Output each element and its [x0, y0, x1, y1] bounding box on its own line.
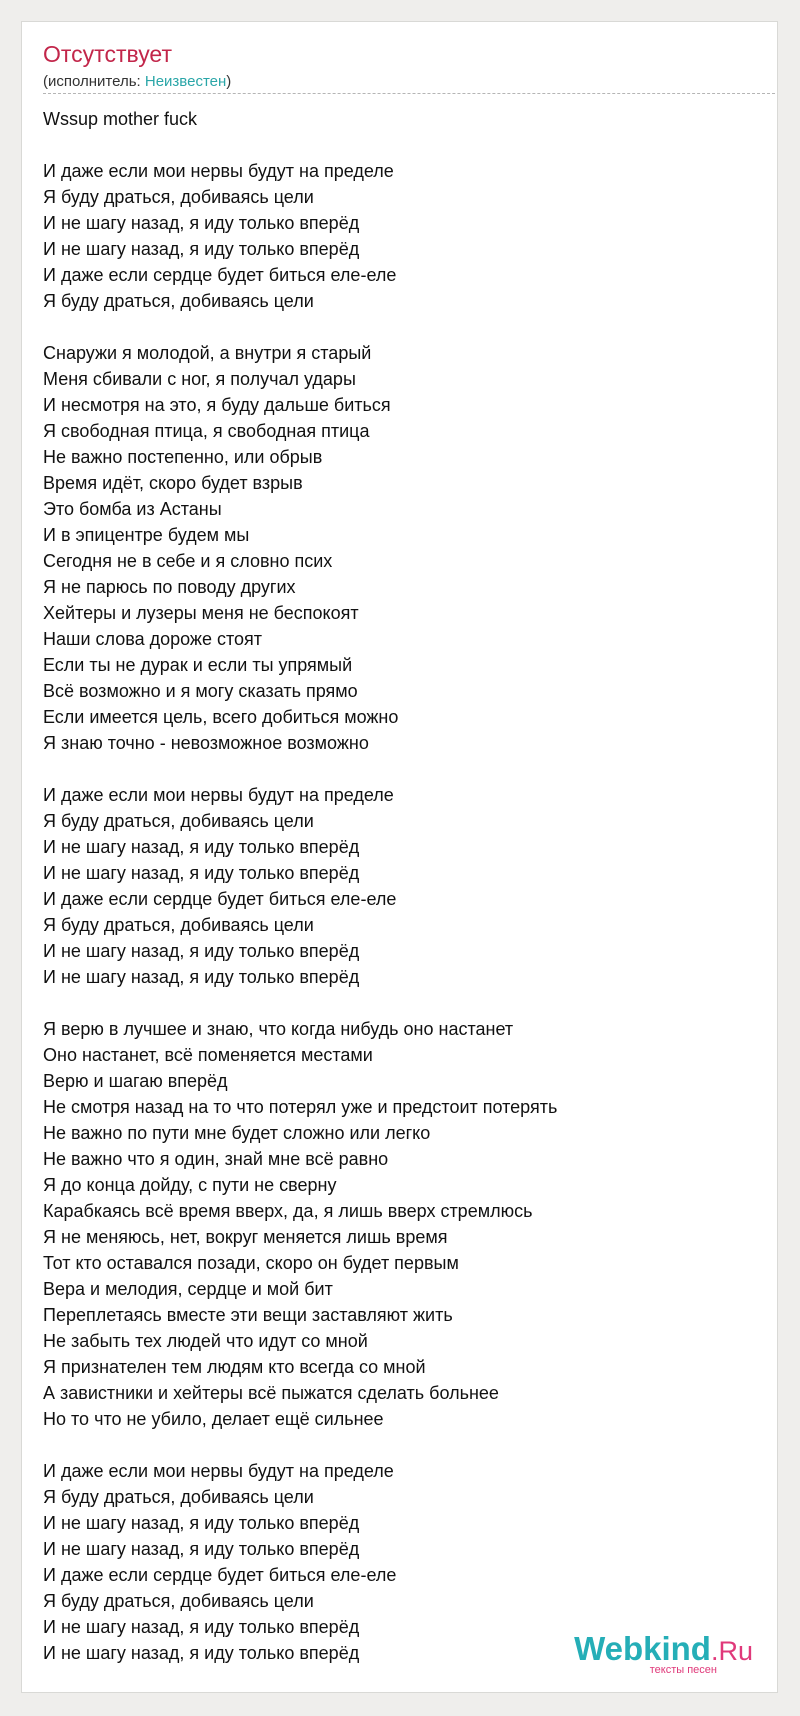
- lyric-line: Я верю в лучшее и знаю, что когда нибудь оно настанет: [43, 1019, 514, 1039]
- stanza-gap: [43, 756, 763, 782]
- stanza-gap: [43, 314, 763, 340]
- lyric-line: Я буду драться, добиваясь цели: [43, 1487, 314, 1507]
- lyric-line: Хейтеры и лузеры меня не беспокоят: [43, 603, 359, 623]
- stanza-gap: [43, 1432, 763, 1458]
- lyric-line: Тот кто оставался позади, скоро он будет первым: [43, 1253, 459, 1273]
- song-title: Отсутствует: [43, 41, 172, 67]
- header-divider: [43, 93, 778, 94]
- site-logo[interactable]: [574, 1630, 753, 1676]
- lyric-line: Не важно постепенно, или обрыв: [43, 447, 323, 467]
- lyric-line: И не шагу назад, я иду только вперёд: [43, 239, 360, 259]
- lyric-line: Я до конца дойду, с пути не сверну: [43, 1175, 337, 1195]
- lyric-line: И не шагу назад, я иду только вперёд: [43, 1513, 360, 1533]
- lyric-line: Не смотря назад на то что потерял уже и предстоит потерять: [43, 1097, 558, 1117]
- lyric-line: Наши слова дороже стоят: [43, 629, 263, 649]
- lyric-line: Время идёт, скоро будет взрыв: [43, 473, 303, 493]
- byline-prefix: (исполнитель:: [43, 73, 145, 90]
- song-byline: [43, 74, 231, 89]
- lyric-line: Снаружи я молодой, а внутри я старый: [43, 343, 372, 363]
- lyric-line: И даже если сердце будет биться еле-еле: [43, 1565, 397, 1585]
- lyric-line: И даже если мои нервы будут на пределе: [43, 1461, 394, 1481]
- lyric-line: Оно настанет, всё поменяется местами: [43, 1045, 373, 1065]
- lyric-line: И даже если сердце будет биться еле-еле: [43, 889, 397, 909]
- lyric-line: Я не меняюсь, нет, вокруг меняется лишь время: [43, 1227, 448, 1247]
- logo-tagline: тексты песен: [649, 1664, 717, 1676]
- lyric-line: И даже если мои нервы будут на пределе: [43, 785, 394, 805]
- lyric-line: Меня сбивали с ног, я получал удары: [43, 369, 356, 389]
- lyric-line: Wssup mother fuck: [43, 109, 198, 129]
- lyric-line: И не шагу назад, я иду только вперёд: [43, 1539, 360, 1559]
- lyric-line: Я буду драться, добиваясь цели: [43, 291, 314, 311]
- lyrics-card: [21, 21, 778, 1693]
- lyric-line: Если имеется цель, всего добиться можно: [43, 707, 399, 727]
- lyric-line: Сегодня не в себе и я словно псих: [43, 551, 333, 571]
- lyric-line: Всё возможно и я могу сказать прямо: [43, 681, 358, 701]
- logo-name: Webkind: [574, 1630, 711, 1667]
- lyric-line: И не шагу назад, я иду только вперёд: [43, 967, 360, 987]
- lyric-line: Не важно что я один, знай мне всё равно: [43, 1149, 389, 1169]
- lyric-line: Если ты не дурак и если ты упрямый: [43, 655, 353, 675]
- lyric-line: Я свободная птица, я свободная птица: [43, 421, 370, 441]
- lyric-line: Верю и шагаю вперёд: [43, 1071, 228, 1091]
- lyric-line: Я не парюсь по поводу других: [43, 577, 296, 597]
- lyric-line: Это бомба из Астаны: [43, 499, 222, 519]
- logo-tld: .Ru: [710, 1636, 753, 1666]
- lyric-line: Переплетаясь вместе эти вещи заставляют жить: [43, 1305, 453, 1325]
- lyric-line: Я буду драться, добиваясь цели: [43, 915, 314, 935]
- lyric-line: И не шагу назад, я иду только вперёд: [43, 863, 360, 883]
- lyric-line: И не шагу назад, я иду только вперёд: [43, 1617, 360, 1637]
- stanza-gap: [43, 132, 763, 158]
- byline-suffix: ): [226, 73, 232, 90]
- logo-wordmark: [574, 1630, 753, 1667]
- lyric-line: Я буду драться, добиваясь цели: [43, 1591, 314, 1611]
- lyric-line: И не шагу назад, я иду только вперёд: [43, 837, 360, 857]
- lyrics-body: [43, 106, 763, 1666]
- stanza-gap: [43, 990, 763, 1016]
- lyric-line: И не шагу назад, я иду только вперёд: [43, 213, 360, 233]
- lyric-line: А завистники и хейтеры всё пыжатся сделать больнее: [43, 1383, 499, 1403]
- lyric-line: И не шагу назад, я иду только вперёд: [43, 1643, 360, 1663]
- lyric-line: Карабкаясь всё время вверх, да, я лишь вверх стремлюсь: [43, 1201, 533, 1221]
- lyric-line: И не шагу назад, я иду только вперёд: [43, 941, 360, 961]
- lyric-line: И даже если сердце будет биться еле-еле: [43, 265, 397, 285]
- artist-link[interactable]: Неизвестен: [144, 73, 227, 90]
- lyric-line: И даже если мои нервы будут на пределе: [43, 161, 394, 181]
- lyric-line: Но то что не убило, делает ещё сильнее: [43, 1409, 384, 1429]
- lyric-line: Не забыть тех людей что идут со мной: [43, 1331, 368, 1351]
- lyric-line: Я признателен тем людям кто всегда со мной: [43, 1357, 426, 1377]
- lyric-line: И несмотря на это, я буду дальше биться: [43, 395, 391, 415]
- lyric-line: Я буду драться, добиваясь цели: [43, 187, 314, 207]
- lyric-line: Не важно по пути мне будет сложно или легко: [43, 1123, 431, 1143]
- lyric-line: Я буду драться, добиваясь цели: [43, 811, 314, 831]
- lyric-line: Вера и мелодия, сердце и мой бит: [43, 1279, 333, 1299]
- lyric-line: И в эпицентре будем мы: [43, 525, 250, 545]
- lyric-line: Я знаю точно - невозможное возможно: [43, 733, 369, 753]
